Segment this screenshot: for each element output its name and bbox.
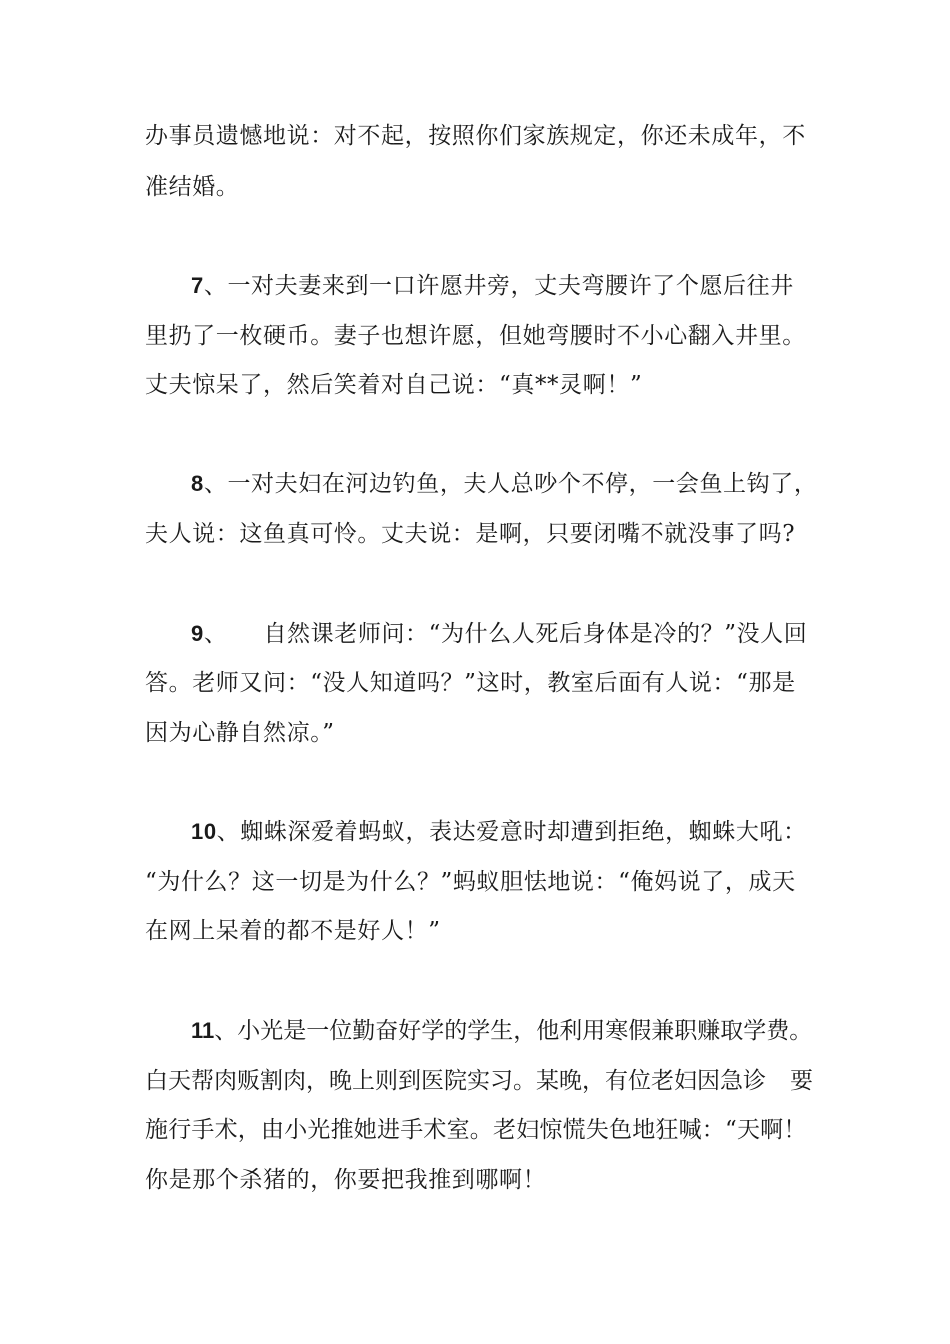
item-separator: 、 [203,471,228,497]
paragraph-line: “为什么？这一切是为什么？”蚂蚁胆怯地说：“俺妈说了，成天 [145,869,796,895]
item-separator: 、 [216,819,241,845]
paragraph-first-line [191,271,861,301]
item-separator: 、 [203,621,228,647]
item-number: 9 [191,621,204,646]
paragraph-text: 蜘蛛深爱着蚂蚁，表达爱意时却遭到拒绝，蜘蛛大吼： [240,819,807,845]
paragraph-text: 一对夫妇在河边钓鱼，夫人总吵个不停，一会鱼上钩了， [227,471,818,497]
item-number: 8 [191,471,204,496]
paragraph-line: 在网上呆着的都不是好人！” [145,918,441,944]
paragraph-line: 准结婚。 [145,174,240,200]
paragraph-text: 要 [790,1068,813,1094]
item-separator: 、 [203,273,228,299]
paragraph-text: 小光是一位勤奋好学的学生，他利用寒假兼职赚取学费。 [237,1018,813,1044]
paragraph-line: 丈夫惊呆了，然后笑着对自己说：“真**灵啊！” [145,372,643,398]
paragraph-first-line [191,817,861,847]
item-separator: 、 [214,1018,238,1044]
paragraph-line: 施行手术，由小光推她进手术室。老妇惊慌失色地狂喊：“天啊！ [145,1117,807,1143]
paragraph-first-line [191,619,861,649]
paragraph-first-line [191,1016,861,1046]
paragraph-text: 一对夫妻来到一口许愿井旁，丈夫弯腰许了个愿后往井 [227,273,794,299]
item-number: 10 [191,819,217,844]
paragraph-line: 答。老师又问：“没人知道吗？”这时，教室后面有人说：“那是 [145,670,796,696]
paragraph-line: 因为心静自然凉。” [145,720,335,746]
paragraph-line: 办事员遗憾地说：对不起，按照你们家族规定，你还未成年，不 [145,123,806,149]
item-number: 7 [191,273,204,298]
paragraph-first-line [191,469,861,499]
paragraph-text: 自然课老师问：“为什么人死后身体是冷的？”没人回 [263,621,808,647]
paragraph-text: 白天帮肉贩割肉，晚上则到医院实习。某晚，有位老妇因急诊 [145,1068,766,1094]
item-number: 11 [191,1018,215,1043]
paragraph-line: 夫人说：这鱼真可怜。丈夫说：是啊，只要闭嘴不就没事了吗? [145,521,796,547]
paragraph-line: 里扔了一枚硬币。妻子也想许愿，但她弯腰时不小心翻入井里。 [145,323,806,349]
paragraph-line: 你是那个杀猪的，你要把我推到哪啊！ [145,1167,547,1193]
paragraph-line [145,1066,815,1096]
